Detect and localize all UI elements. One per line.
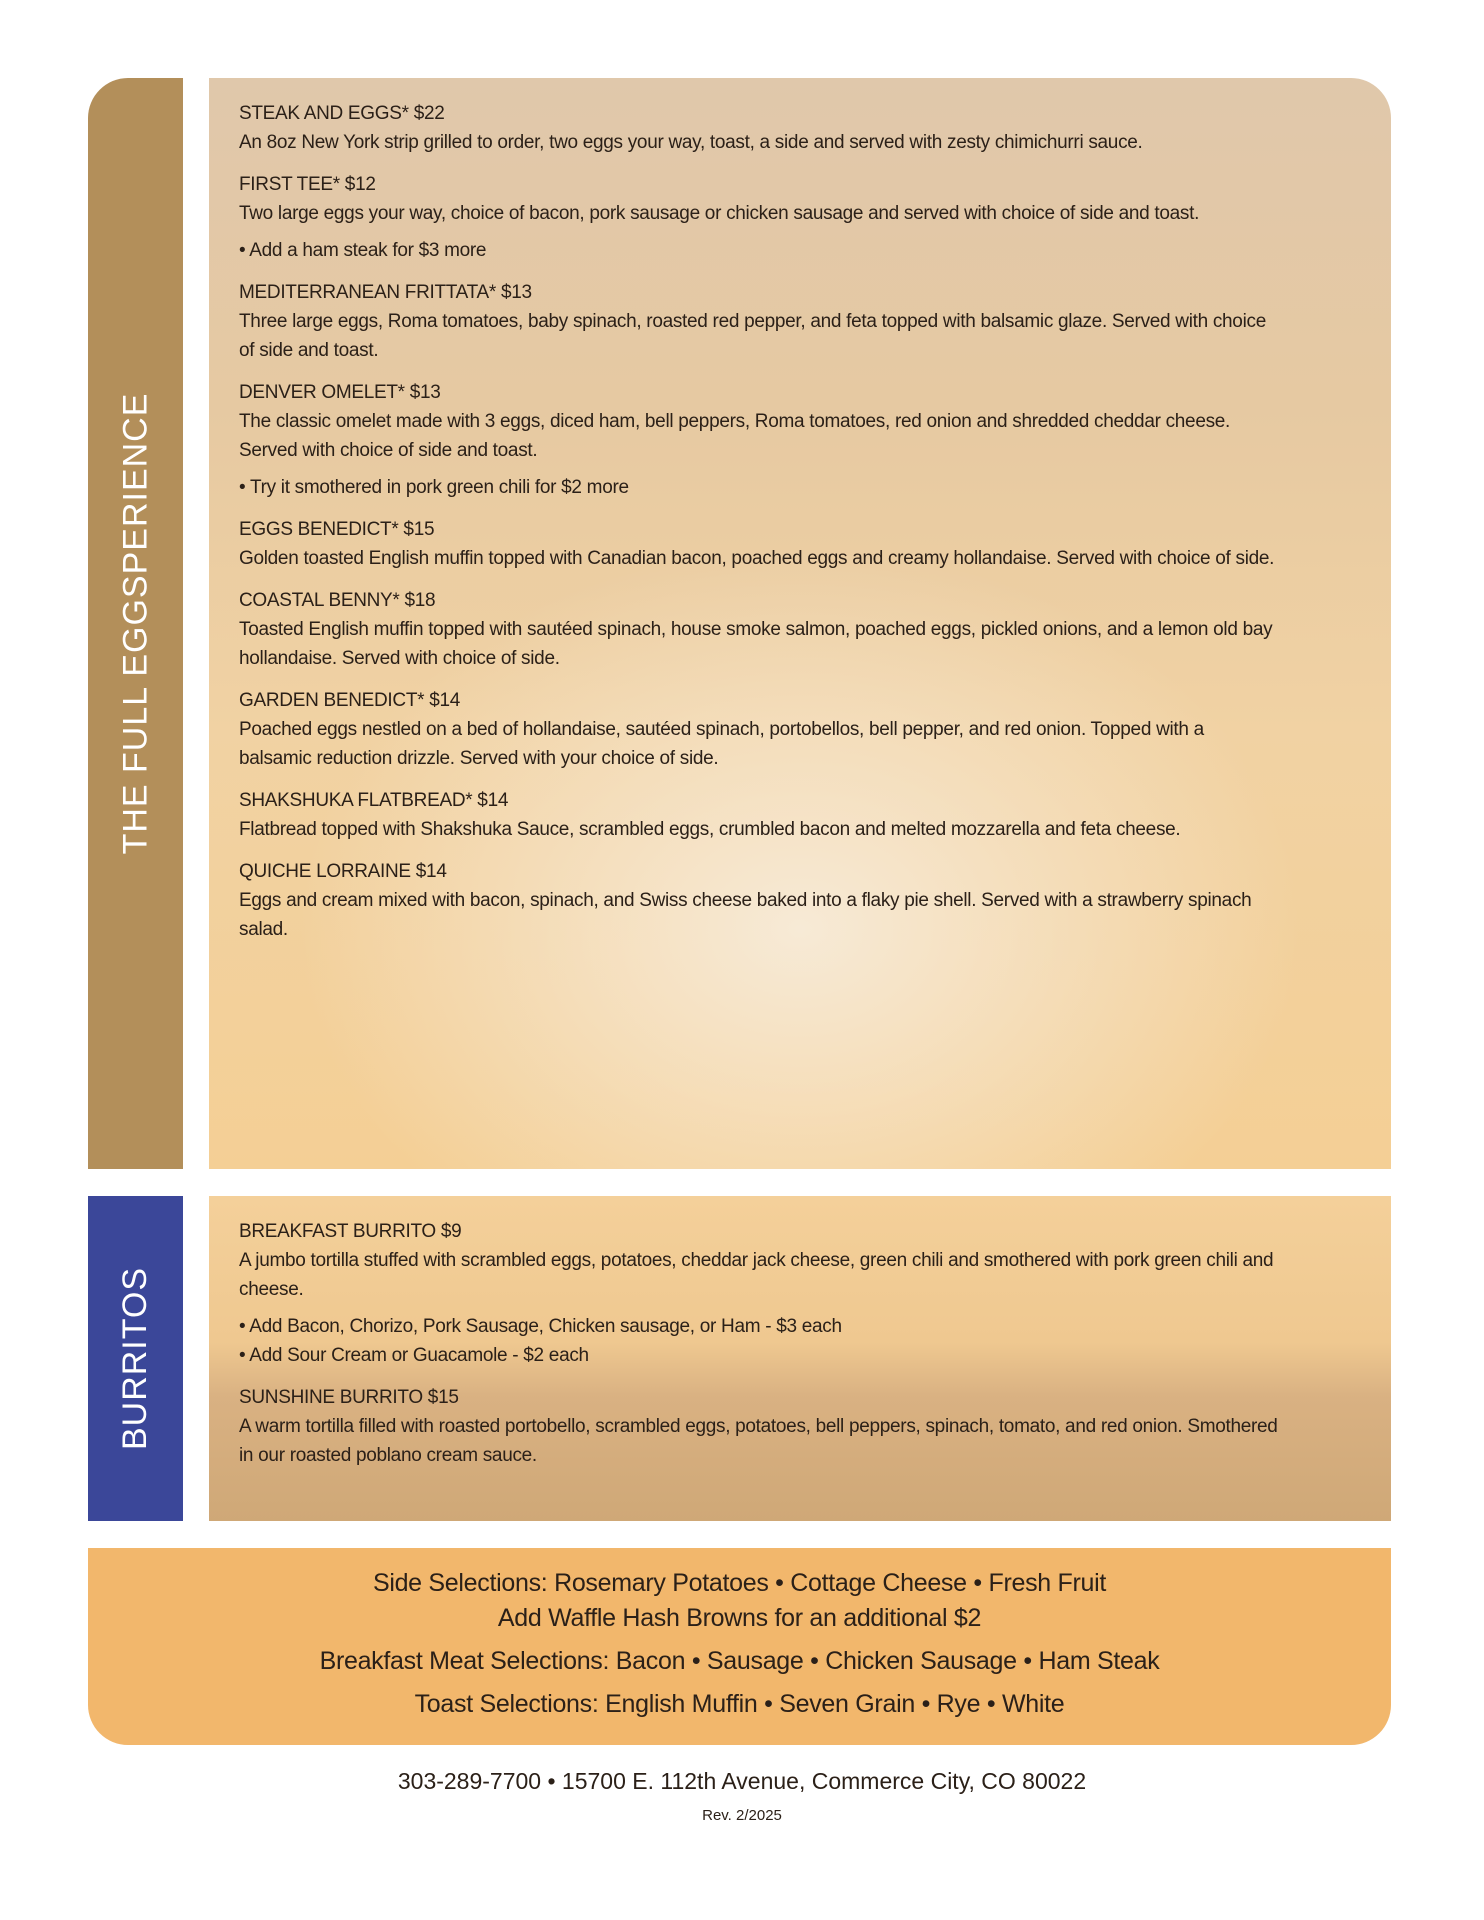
menu-item-name: MEDITERRANEAN FRITTATA* $13 [239, 282, 532, 303]
menu-item [239, 100, 1279, 157]
menu-item-description: Poached eggs nestled on a bed of hollandaise, sautéed spinach, portobellos, bell pepper, and red onion. Topped with a balsamic reduction drizzle. Served with your choice of side. [239, 719, 1204, 769]
menu-item-name: GARDEN BENEDICT* $14 [239, 690, 461, 711]
menu-item [239, 787, 1279, 844]
meat-selections: Breakfast Meat Selections: Bacon • Sausage • Chicken Sausage • Ham Steak [319, 1647, 1160, 1675]
menu-item [239, 516, 1279, 573]
section-tab-full-eggsperience [88, 78, 183, 1169]
menu-item-addon: • Add Bacon, Chorizo, Pork Sausage, Chicken sausage, or Ham - $3 each [239, 1316, 842, 1337]
section-title: BURRITOS [116, 1266, 155, 1451]
menu-item [239, 1218, 1279, 1370]
contact-address: 303-289-7700 • 15700 E. 112th Avenue, Commerce City, CO 80022 [397, 1768, 1087, 1794]
menu-item-name: DENVER OMELET* $13 [239, 382, 441, 403]
burritos-panel [209, 1196, 1391, 1521]
revision-date: Rev. 2/2025 [702, 1807, 782, 1824]
menu-item-name: EGGS BENEDICT* $15 [239, 519, 435, 540]
menu-item-name: COASTAL BENNY* $18 [239, 590, 436, 611]
menu-item-description: Golden toasted English muffin topped with Canadian bacon, poached eggs and creamy hollandaise. Served with choice of side. [239, 548, 1275, 569]
menu-item-name: STEAK AND EGGS* $22 [239, 103, 445, 124]
section-tab-burritos [88, 1196, 183, 1521]
menu-item-description: An 8oz New York strip grilled to order, two eggs your way, toast, a side and served with zesty chimichurri sauce. [239, 132, 1143, 153]
menu-item [239, 171, 1279, 265]
menu-item-description: Toasted English muffin topped with sautéed spinach, house smoke salmon, poached eggs, pickled onions, and a lemon old bay hollandaise. Served with choice of side. [239, 619, 1273, 669]
menu-item-addon: • Add a ham steak for $3 more [239, 240, 487, 261]
menu-item-addon: • Try it smothered in pork green chili for $2 more [239, 477, 629, 498]
menu-item-name: FIRST TEE* $12 [239, 174, 376, 195]
menu-item-description: Two large eggs your way, choice of bacon, pork sausage or chicken sausage and served with choice of side and toast. [239, 203, 1200, 224]
menu-item-name: SHAKSHUKA FLATBREAD* $14 [239, 790, 509, 811]
section-title: THE FULL EGGSPERIENCE [116, 392, 154, 855]
menu-item-description: A jumbo tortilla stuffed with scrambled eggs, potatoes, cheddar jack cheese, green chili and smothered with pork green chili and cheese. [239, 1250, 1274, 1300]
menu-item-description: Three large eggs, Roma tomatoes, baby spinach, roasted red pepper, and feta topped with balsamic glaze. Served with choice of side and toast. [239, 311, 1266, 361]
waffle-addon: Add Waffle Hash Browns for an additional $2 [497, 1604, 982, 1632]
menu-item-description: A warm tortilla filled with roasted portobello, scrambled eggs, potatoes, bell peppers, spinach, tomato, and red onion. Smothered in our roasted poblano cream sauce. [239, 1416, 1278, 1466]
menu-item-name: BREAKFAST BURRITO $9 [239, 1221, 462, 1242]
menu-item-description: Eggs and cream mixed with bacon, spinach, and Swiss cheese baked into a flaky pie shell. Served with a strawberry spinach salad. [239, 890, 1252, 940]
menu-item [239, 587, 1279, 673]
selections-box [88, 1548, 1391, 1745]
menu-item [239, 687, 1279, 773]
menu-item [239, 379, 1279, 502]
menu-item-description: The classic omelet made with 3 eggs, diced ham, bell peppers, Roma tomatoes, red onion and shredded cheddar cheese. Served with choice of side and toast. [239, 411, 1231, 461]
menu-item [239, 1384, 1279, 1470]
toast-selections: Toast Selections: English Muffin • Seven Grain • Rye • White [414, 1690, 1065, 1718]
menu-item-name: SUNSHINE BURRITO $15 [239, 1387, 459, 1408]
menu-item-addon: • Add Sour Cream or Guacamole - $2 each [239, 1345, 589, 1366]
menu-item-name: QUICHE LORRAINE $14 [239, 861, 447, 882]
footer [0, 1768, 1484, 1824]
menu-item-description: Flatbread topped with Shakshuka Sauce, scrambled eggs, crumbled bacon and melted mozzarella and feta cheese. [239, 819, 1181, 840]
menu-item [239, 279, 1279, 365]
menu-item [239, 858, 1279, 944]
side-selections: Side Selections: Rosemary Potatoes • Cottage Cheese • Fresh Fruit [372, 1569, 1107, 1597]
full-eggsperience-panel [209, 78, 1391, 1169]
